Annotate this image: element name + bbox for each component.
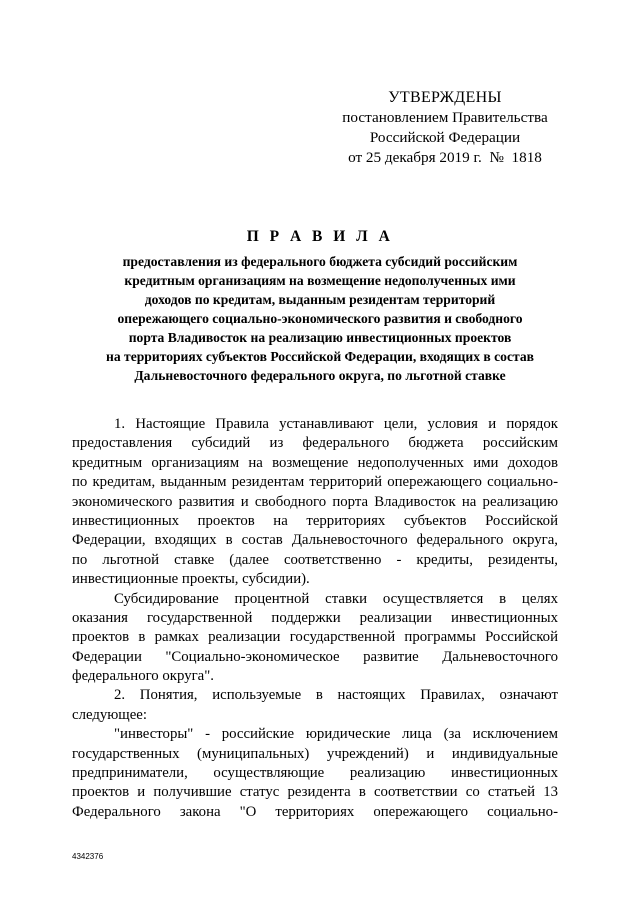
body-line: следующее: <box>72 706 147 723</box>
approval-line-2: постановлением Правительства <box>342 109 548 126</box>
subtitle-line: опережающего социально-экономического развития и свободного <box>117 311 523 326</box>
body-line: Федерального закона "О территориях опережающего социально- <box>72 803 558 820</box>
subtitle-line: предоставления из федерального бюджета субсидий российским <box>122 254 518 269</box>
body-line: предприниматели, осуществляющие реализацию инвестиционных <box>72 765 558 782</box>
subtitle-line: порта Владивосток на реализацию инвестиционных проектов <box>128 330 512 345</box>
document-subtitle <box>70 252 570 385</box>
body-line: инвестиционные проекты, субсидии). <box>72 571 310 588</box>
body-line: кредитным организациям на возмещение недополученных ими доходов <box>72 454 558 471</box>
subtitle-line: доходов по кредитам, выданным резидентам территорий <box>144 292 496 307</box>
body-line: 2. Понятия, используемые в настоящих Правилах, означают <box>114 687 558 704</box>
body-line: проектов и получившие статус резидента в соответствии со статьей 13 <box>72 784 558 801</box>
approval-heading: УТВЕРЖДЕНЫ <box>388 89 502 106</box>
body-line: по кредитам, выданным резидентам территорий опережающего социально- <box>72 474 558 491</box>
body-line: Федерации "Социально-экономическое развитие Дальневосточного <box>72 648 558 665</box>
subtitle-line: на территориях субъектов Российской Федерации, входящих в состав <box>106 349 534 364</box>
body-line: по льготной ставке (далее соответственно - кредиты, резиденты, <box>72 551 558 568</box>
subtitle-line: Дальневосточного федерального округа, по льготной ставке <box>134 368 506 383</box>
document-code: 4342376 <box>72 852 104 861</box>
body-line: инвестиционных проектов на территориях субъектов Российской <box>72 512 558 529</box>
body-line: 1. Настоящие Правила устанавливают цели, условия и порядок <box>114 416 558 432</box>
body-line: предоставления субсидий из федерального бюджета российским <box>72 435 558 452</box>
subtitle-line: кредитным организациям на возмещение недополученных ими <box>124 273 516 288</box>
body-line: федерального округа". <box>72 668 214 685</box>
body-line: государственных (муниципальных) учреждений) и индивидуальные <box>72 745 558 762</box>
approval-stamp <box>330 88 560 168</box>
body-line: "инвесторы" - российские юридические лица (за исключением <box>114 726 558 743</box>
body-line: Федерации, входящих в состав Дальневосточного федерального округа, <box>72 532 558 549</box>
document-title: П Р А В И Л А <box>246 228 394 245</box>
approval-line-3: Российской Федерации <box>369 129 521 146</box>
document-body <box>72 415 558 822</box>
body-line: Субсидирование процентной ставки осуществляется в целях <box>114 590 558 607</box>
body-line: проектов в рамках реализации государственной программы Российской <box>72 629 558 646</box>
approval-date-number: от 25 декабря 2019 г. № 1818 <box>348 149 542 166</box>
body-line: оказания государственной поддержки реализации инвестиционных <box>72 609 558 626</box>
body-line: экономического развития и свободного порта Владивосток на реализацию <box>72 493 558 510</box>
